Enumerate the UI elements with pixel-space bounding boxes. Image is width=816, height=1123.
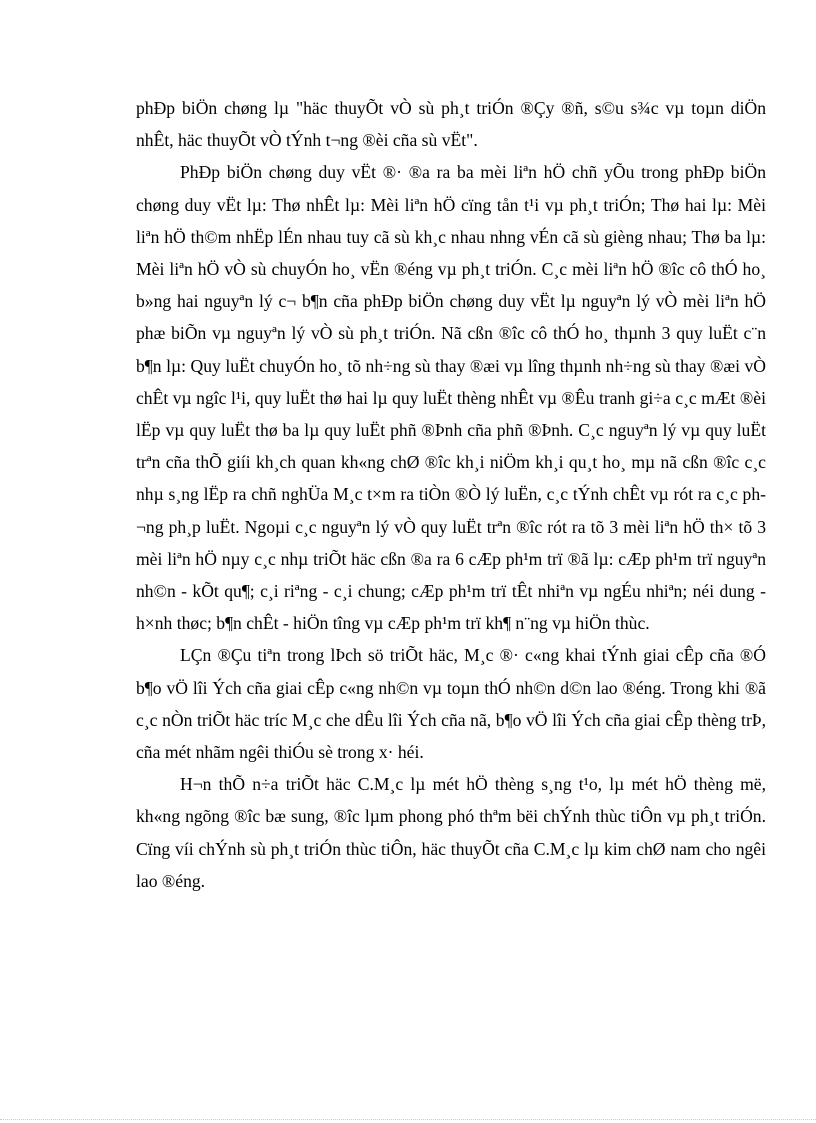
paragraph-2: PhÐp biÖn chøng duy vËt ®· ®a ra ba mèi liªn hÖ chñ yÕu trong phÐp biÖn chøng duy vËt lµ: Thø nhÊt lµ: Mèi liªn hÖ cïng tån t¹i vµ ph¸t triÓn; Thø hai lµ: Mèi liªn hÖ th©m nhËp lÉn nhau tuy cã sù kh¸c nhau nhng vÉn cã sù gièng nhau; Thø ba lµ: Mèi liªn hÖ vÒ sù chuyÓn ho¸ vËn ®éng vµ ph¸t triÓn. C¸c mèi liªn hÖ ®îc cô thÓ ho¸ b»ng hai nguyªn lý c¬ b¶n cña phÐp biÖn chøng duy vËt lµ nguyªn lý vÒ mèi liªn hÖ phæ biÕn vµ nguyªn lý vÒ sù ph¸t triÓn. Nã cßn ®îc cô thÓ ho¸ thµnh 3 quy luËt c¨n b¶n lµ: Quy luËt chuyÓn ho¸ tõ nh÷ng sù thay ®æi vµ lîng thµnh nh÷ng sù thay ®æi vÒ chÊt vµ ngîc l¹i, quy luËt thø hai lµ quy luËt thèng nhÊt vµ ®Êu tranh gi÷a c¸c mÆt ®èi lËp vµ quy luËt thø ba lµ quy luËt phñ ®Þnh cña phñ ®Þnh. C¸c nguyªn lý vµ quy luËt trªn cña thÕ giíi kh¸ch quan kh«ng chØ ®îc kh¸i niÖm kh¸i qu¸t ho¸ mµ nã cßn ®îc c¸c nhµ s¸ng lËp ra chñ nghÜa M¸c t×m ra tiÒn ®Ò lý luËn, c¸c tÝnh chÊt vµ rót ra c¸c ph¬ng ph¸p luËt. Ngoµi c¸c nguyªn lý vÒ quy luËt trªn ®îc rót ra tõ 3 mèi liªn hÖ th× tõ 3 mèi liªn hÖ nµy c¸c nhµ triÕt häc cßn ®a ra 6 cÆp ph¹m trï ®ã lµ: cÆp ph¹m trï nguyªn nh©n - kÕt qu¶; c¸i riªng - c¸i chung; cÆp ph¹m trï tÊt nhiªn vµ ngÉu nhiªn; néi dung - h×nh thøc; b¶n chÊt - hiÖn tîng vµ cÆp ph¹m trï kh¶ n¨ng vµ hiÖn thùc. bbox=[136, 162, 766, 634]
paragraph-3: LÇn ®Çu tiªn trong lÞch sö triÕt häc, M¸c ®· c«ng khai tÝnh giai cÊp cña ®Ó b¶o vÖ lîi Ých cña giai cÊp c«ng nh©n vµ toµn thÓ nh©n d©n lao ®éng. Trong khi ®ã c¸c nÒn triÕt häc tríc M¸c che dÊu lîi Ých cña nã, b¶o vÖ lîi Ých cña giai cÊp thèng trÞ, cña mét nhãm ngêi thiÓu sè trong x· héi. bbox=[136, 645, 766, 763]
paragraph-4: H¬n thÕ n÷a triÕt häc C.M¸c lµ mét hÖ thèng s¸ng t¹o, lµ mét hÖ thèng më, kh«ng ngõng ®îc bæ sung, ®îc lµm phong phó thªm bëi chÝnh thùc tiÔn vµ ph¸t triÓn. Cïng víi chÝnh sù ph¸t triÓn thùc tiÔn, häc thuyÕt cña C.M¸c lµ kim chØ nam cho ngêi lao ®éng. bbox=[136, 774, 766, 891]
paragraph-1: phÐp biÖn chøng lµ "häc thuyÕt vÒ sù ph¸t triÓn ®Çy ®ñ, s©u s¾c vµ toµn diÖn nhÊt, häc thuyÕt vÒ tÝnh t¬ng ®èi cña sù vËt". bbox=[136, 98, 766, 151]
body-text bbox=[136, 92, 766, 897]
page-bottom-divider bbox=[0, 1119, 816, 1120]
